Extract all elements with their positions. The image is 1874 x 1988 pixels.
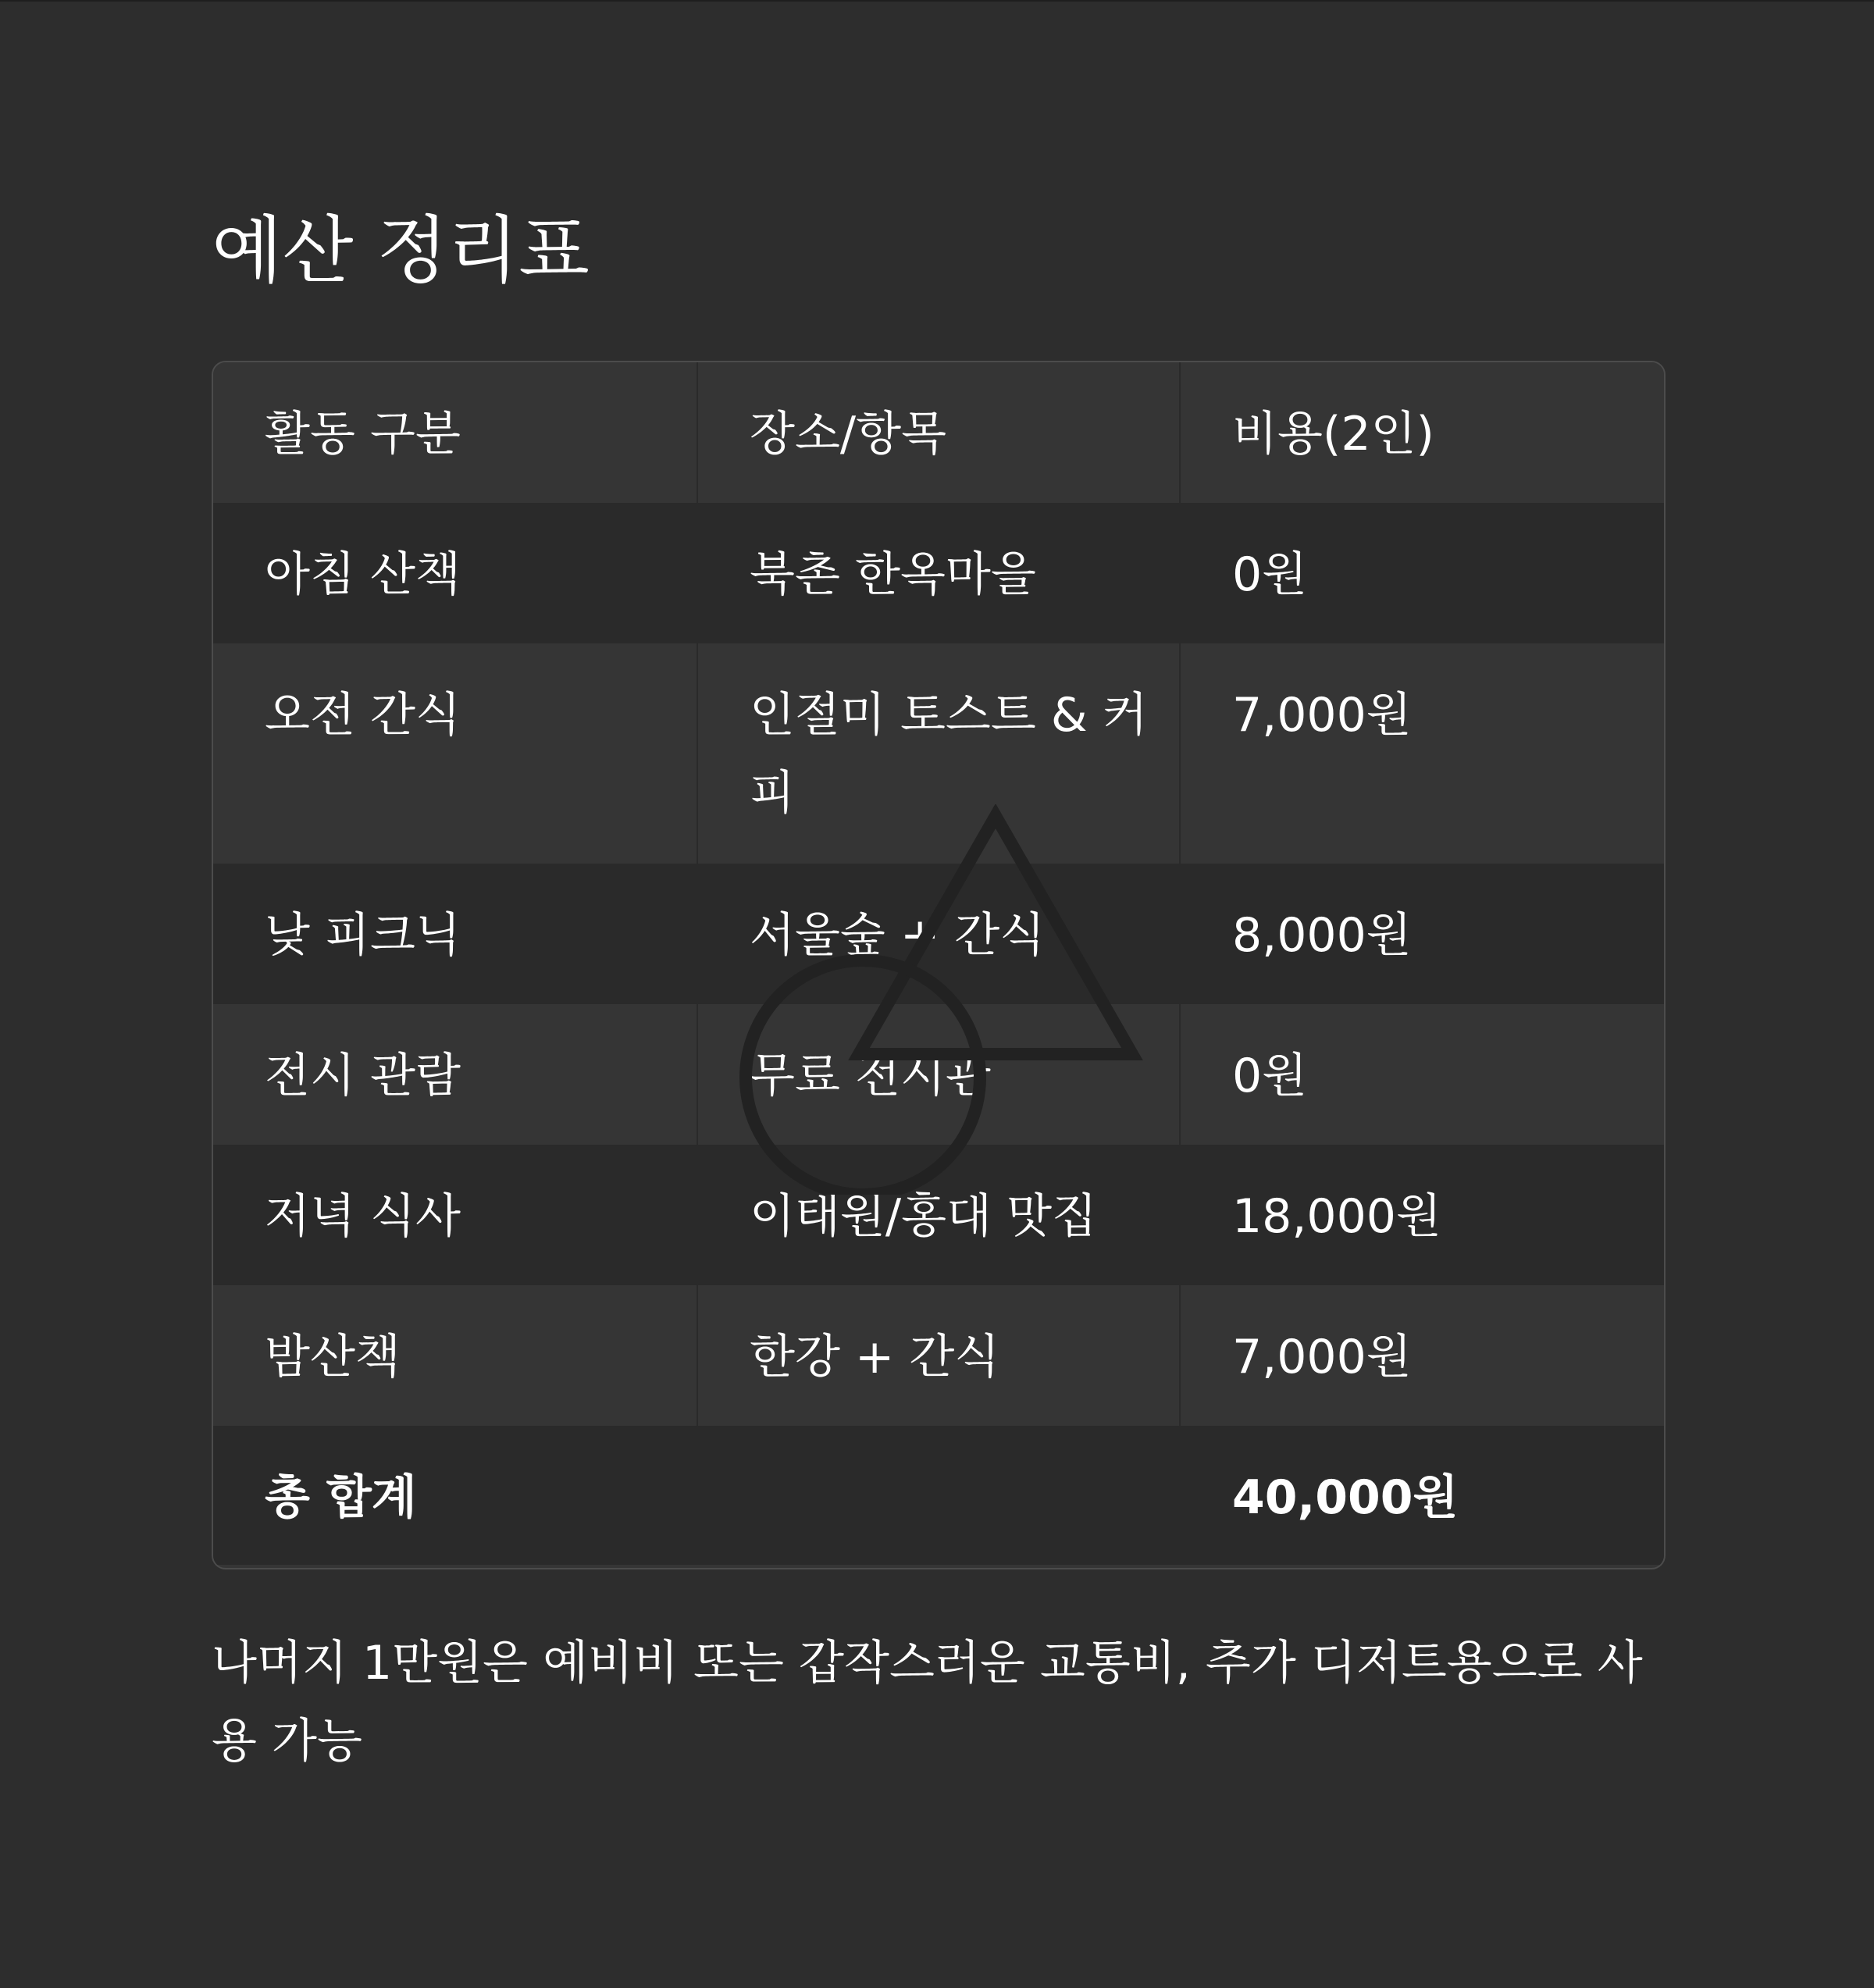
- cell-place: 이태원/홍대 맛집: [697, 1145, 1180, 1285]
- budget-table: [212, 361, 1666, 1569]
- cell-activity: 전시 관람: [213, 1004, 697, 1145]
- table-header-row: [213, 362, 1664, 503]
- header-place: 장소/항목: [697, 362, 1180, 503]
- budget-table-grid: [213, 362, 1664, 1565]
- table-total-row: [213, 1426, 1664, 1565]
- table-row: [213, 1145, 1664, 1285]
- table-row: [213, 503, 1664, 643]
- table-row: [213, 864, 1664, 1004]
- header-cost: 비용(2인): [1232, 407, 1434, 461]
- table-row: [213, 1004, 1664, 1145]
- cell-cost: 0원: [1232, 547, 1308, 602]
- cell-activity: 밤산책: [213, 1285, 697, 1426]
- page-title: 예산 정리표: [212, 208, 590, 294]
- cell-cost: 18,000원: [1232, 1189, 1441, 1244]
- cell-cost: 8,000원: [1232, 908, 1412, 963]
- total-cost: 40,000원: [1232, 1470, 1459, 1525]
- top-border-line: [0, 0, 1874, 2]
- cell-place: 서울숲 + 간식: [697, 864, 1180, 1004]
- total-label: 총 합계: [213, 1426, 697, 1565]
- cell-place: 인절미 토스트 & 커피: [697, 643, 1180, 864]
- cell-place: 북촌 한옥마을: [697, 503, 1180, 643]
- cell-cost: 0원: [1232, 1049, 1308, 1103]
- cell-place: 무료 전시관: [697, 1004, 1180, 1145]
- header-activity: 활동 구분: [213, 362, 697, 503]
- cell-place: 한강 + 간식: [697, 1285, 1180, 1426]
- cell-activity: 저녁 식사: [213, 1145, 697, 1285]
- table-row: [213, 1285, 1664, 1426]
- cell-activity: 낮 피크닉: [213, 864, 697, 1004]
- cell-cost: 7,000원: [1232, 688, 1412, 743]
- budget-note: 나머지 1만원은 예비비 또는 갑작스러운 교통비, 추가 디저트용으로 사용 가능: [212, 1636, 1643, 1769]
- table-row: [213, 643, 1664, 864]
- cell-activity: 아침 산책: [213, 503, 697, 643]
- cell-activity: 오전 간식: [213, 643, 697, 864]
- total-place: [697, 1426, 1180, 1565]
- cell-cost: 7,000원: [1232, 1330, 1412, 1384]
